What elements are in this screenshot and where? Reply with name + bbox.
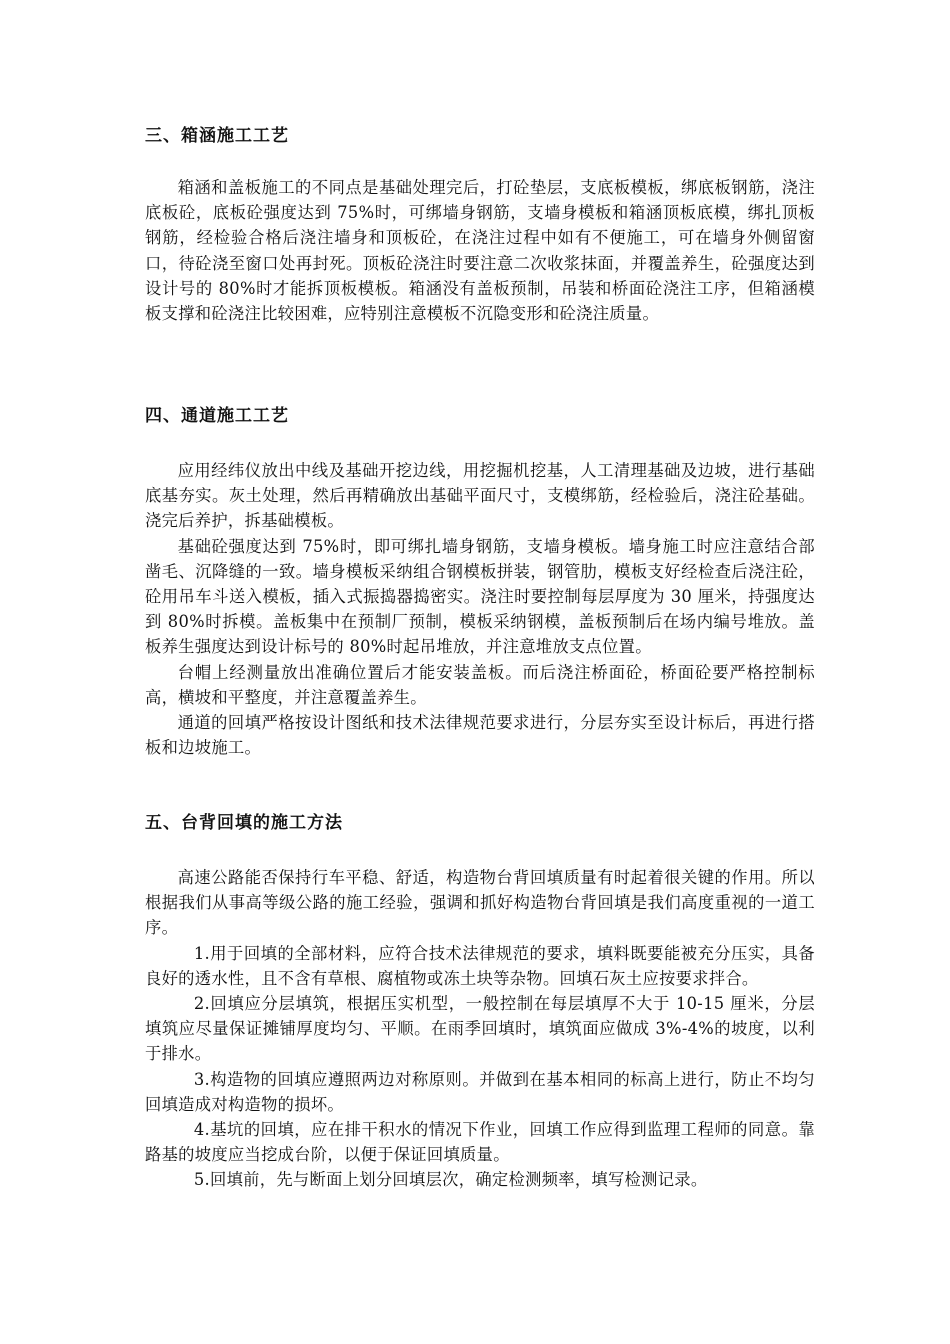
paragraph: 应用经纬仪放出中线及基础开挖边线，用挖掘机挖基，人工清理基础及边坡，进行基础底基夯实。灰土处理，然后再精确放出基础平面尺寸，支模绑筋，经检验后，浇注砼基础。浇完后养护，拆基础模板。 [145, 461, 815, 531]
paragraph: 通道的回填严格按设计图纸和技术法律规范要求进行，分层夯实至设计标后，再进行搭板和边坡施工。 [145, 713, 815, 758]
list-item: 4.基坑的回填，应在排干积水的情况下作业，回填工作应得到监理工程师的同意。靠路基的坡度应当挖成台阶，以便于保证回填质量。 [145, 1120, 815, 1165]
list-item: 1.用于回填的全部材料，应符合技术法律规范的要求，填料既要能被充分压实，具备良好的透水性，且不含有草根、腐植物或冻土块等杂物。回填石灰土应按要求拌合。 [145, 943, 815, 988]
list-item: 3.构造物的回填应遵照两边对称原则。并做到在基本相同的标高上进行，防止不均匀回填造成对构造物的损坏。 [145, 1069, 815, 1114]
section-backfill [145, 811, 815, 1193]
list-item: 2.回填应分层填筑，根据压实机型，一般控制在每层填厚不大于 10-15 厘米，分层填筑应尽量保证摊铺厚度均匀、平顺。在雨季回填时，填筑面应做成 3%-4%的坡度，以利于排水。 [145, 994, 815, 1064]
paragraph: 高速公路能否保持行车平稳、舒适，构造物台背回填质量有时起着很关键的作用。所以根据我们从事高等级公路的施工经验，强调和抓好构造物台背回填是我们高度重视的一道工序。 [145, 868, 815, 938]
list-item: 5.回填前，先与断面上划分回填层次，确定检测频率，填写检测记录。 [193, 1170, 708, 1190]
section-heading: 三、箱涵施工工艺 [145, 126, 289, 146]
section-heading: 五、台背回填的施工方法 [145, 813, 343, 833]
section-box-culvert [145, 124, 815, 326]
paragraph: 基础砼强度达到 75%时，即可绑扎墙身钢筋，支墙身模板。墙身施工时应注意结合部凿毛、沉降缝的一致。墙身模板采纳组合钢模板拼装，钢管肋，模板支好经检查后浇注砼，砼用吊车斗送入模板，插入式振捣器捣密实。浇注时要控制每层厚度为 30 厘米，持强度达到 80%时拆模。盖板集中在预制厂预制，模板采纳钢模，盖板预制后在场内编号堆放。盖板养生强度达到设计标号的 80%时起吊堆放，并注意堆放支点位置。 [145, 536, 815, 657]
section-passage [145, 404, 815, 760]
paragraph: 箱涵和盖板施工的不同点是基础处理完后，打砼垫层，支底板模板，绑底板钢筋，浇注底板砼，底板砼强度达到 75%时，可绑墙身钢筋，支墙身模板和箱涵顶板底模，绑扎顶板钢筋，经检验合格后浇注墙身和顶板砼，在浇注过程中如有不便施工，可在墙身外侧留窗口，待砼浇至窗口处再封死。顶板砼浇注时要注意二次收浆抹面，并覆盖养生，砼强度达到设计号的 80%时才能拆顶板模板。箱涵没有盖板预制，吊装和桥面砼浇注工序，但箱涵模板支撑和砼浇注比较困难，应特别注意模板不沉隐变形和砼浇注质量。 [145, 178, 815, 324]
section-heading: 四、通道施工工艺 [145, 406, 289, 426]
paragraph: 台帽上经测量放出准确位置后才能安装盖板。而后浇注桥面砼，桥面砼要严格控制标高，横坡和平整度，并注意覆盖养生。 [145, 662, 815, 707]
